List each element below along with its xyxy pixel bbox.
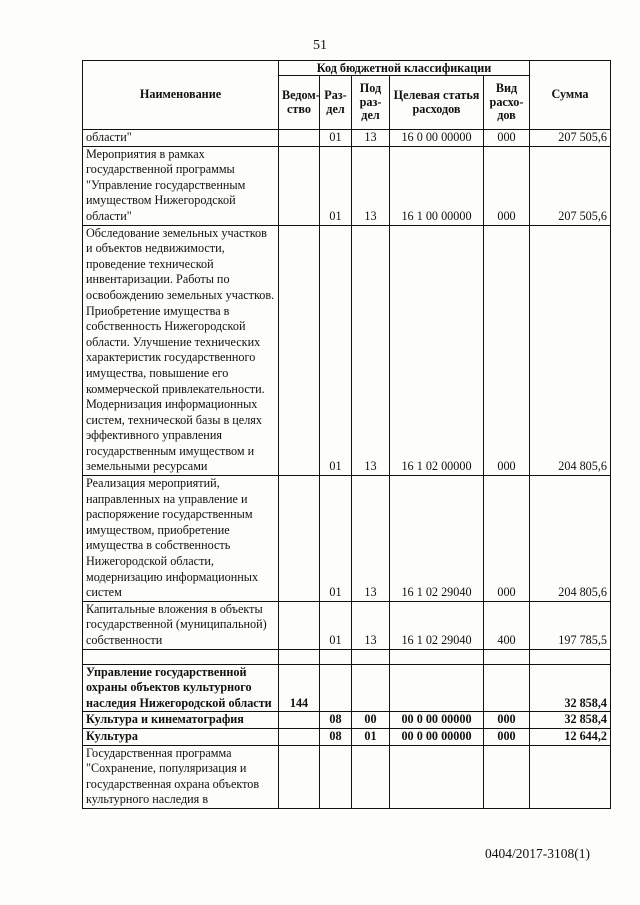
row-celevaya: 00 0 00 00000 xyxy=(390,712,484,729)
header-vid: Вид расхо-дов xyxy=(484,76,530,130)
header-celevaya: Целевая статья расходов xyxy=(390,76,484,130)
row-name: Обследование земельных участков и объектов недвижимости, проведение технической инвентаризации. Работы по освобождению земельных участков. Приобретение имущества в собственность Нижегородской области. Улучшение технических характеристик государственного имущества, повышение его коммерческой привлекательности. Модернизация информационных систем, технической базы в целях эффективного управления государственным имуществом и земельными ресурсами xyxy=(83,225,279,476)
row-sum: 207 505,6 xyxy=(530,130,611,147)
row-sum: 204 805,6 xyxy=(530,476,611,602)
row-name: Культура и кинематография xyxy=(83,712,279,729)
table-row xyxy=(83,476,611,602)
table-row xyxy=(83,664,611,712)
row-vid: 000 xyxy=(484,712,530,729)
table-row xyxy=(83,146,611,225)
table-row xyxy=(83,728,611,745)
header-vedomstvo: Ведом-ство xyxy=(279,76,320,130)
row-podrazdel xyxy=(352,745,390,808)
row-sum: 32 858,4 xyxy=(530,664,611,712)
row-sum: 204 805,6 xyxy=(530,225,611,476)
row-razdel: 01 xyxy=(320,601,352,649)
row-celevaya: 16 1 02 29040 xyxy=(390,601,484,649)
row-podrazdel: 13 xyxy=(352,601,390,649)
page-number: 51 xyxy=(313,38,327,53)
row-name: Государственная программа "Сохранение, популяризация и государственная охрана объектов культурного наследия в xyxy=(83,745,279,808)
row-celevaya: 16 0 00 00000 xyxy=(390,130,484,147)
budget-table xyxy=(82,60,611,809)
row-sum: 12 644,2 xyxy=(530,728,611,745)
row-sum: 197 785,5 xyxy=(530,601,611,649)
row-vid xyxy=(484,664,530,712)
row-vid: 000 xyxy=(484,476,530,602)
row-celevaya xyxy=(390,664,484,712)
row-vedomstvo xyxy=(279,601,320,649)
row-vedomstvo xyxy=(279,225,320,476)
row-sum xyxy=(530,745,611,808)
row-podrazdel: 13 xyxy=(352,146,390,225)
row-podrazdel: 01 xyxy=(352,728,390,745)
row-razdel: 01 xyxy=(320,225,352,476)
row-celevaya: 16 1 00 00000 xyxy=(390,146,484,225)
row-name: области" xyxy=(83,130,279,147)
row-name: Капитальные вложения в объекты государственной (муниципальной) собственности xyxy=(83,601,279,649)
row-podrazdel: 13 xyxy=(352,130,390,147)
row-celevaya: 00 0 00 00000 xyxy=(390,728,484,745)
row-vedomstvo xyxy=(279,712,320,729)
table-row xyxy=(83,130,611,147)
document-code: 0404/2017-3108(1) xyxy=(485,846,590,861)
row-podrazdel xyxy=(352,664,390,712)
row-razdel xyxy=(320,664,352,712)
table-row xyxy=(83,601,611,649)
row-podrazdel: 13 xyxy=(352,476,390,602)
row-vid: 000 xyxy=(484,728,530,745)
header-name: Наименование xyxy=(83,61,279,130)
row-vid xyxy=(484,745,530,808)
row-razdel: 01 xyxy=(320,146,352,225)
row-vedomstvo: 144 xyxy=(279,664,320,712)
header-code-group: Код бюджетной классификации xyxy=(279,61,530,76)
row-vid: 000 xyxy=(484,225,530,476)
row-name: Реализация мероприятий, направленных на управление и распоряжение государственным имуществом, приобретение имущества в собственность Нижегородской области, модернизацию информационных систем xyxy=(83,476,279,602)
row-vid: 000 xyxy=(484,130,530,147)
row-name: Управление государственной охраны объектов культурного наследия Нижегородской области xyxy=(83,664,279,712)
header-razdel: Раз-дел xyxy=(320,76,352,130)
row-vedomstvo xyxy=(279,476,320,602)
row-sum: 32 858,4 xyxy=(530,712,611,729)
row-sum: 207 505,6 xyxy=(530,146,611,225)
row-razdel: 08 xyxy=(320,728,352,745)
table-row xyxy=(83,225,611,476)
row-vid: 000 xyxy=(484,146,530,225)
row-vid: 400 xyxy=(484,601,530,649)
row-podrazdel: 00 xyxy=(352,712,390,729)
row-celevaya xyxy=(390,745,484,808)
row-vedomstvo xyxy=(279,146,320,225)
row-name: Мероприятия в рамках государственной программы "Управление государственным имуществом Нижегородской области" xyxy=(83,146,279,225)
row-razdel: 01 xyxy=(320,130,352,147)
table-row xyxy=(83,712,611,729)
row-celevaya: 16 1 02 00000 xyxy=(390,225,484,476)
header-podrazdel: Под раз-дел xyxy=(352,76,390,130)
row-name: Культура xyxy=(83,728,279,745)
header-sum: Сумма xyxy=(530,61,611,130)
row-vedomstvo xyxy=(279,745,320,808)
table-row xyxy=(83,745,611,808)
row-vedomstvo xyxy=(279,728,320,745)
table-spacer-row xyxy=(83,649,611,664)
row-razdel: 01 xyxy=(320,476,352,602)
row-vedomstvo xyxy=(279,130,320,147)
row-celevaya: 16 1 02 29040 xyxy=(390,476,484,602)
row-razdel: 08 xyxy=(320,712,352,729)
row-razdel xyxy=(320,745,352,808)
row-podrazdel: 13 xyxy=(352,225,390,476)
